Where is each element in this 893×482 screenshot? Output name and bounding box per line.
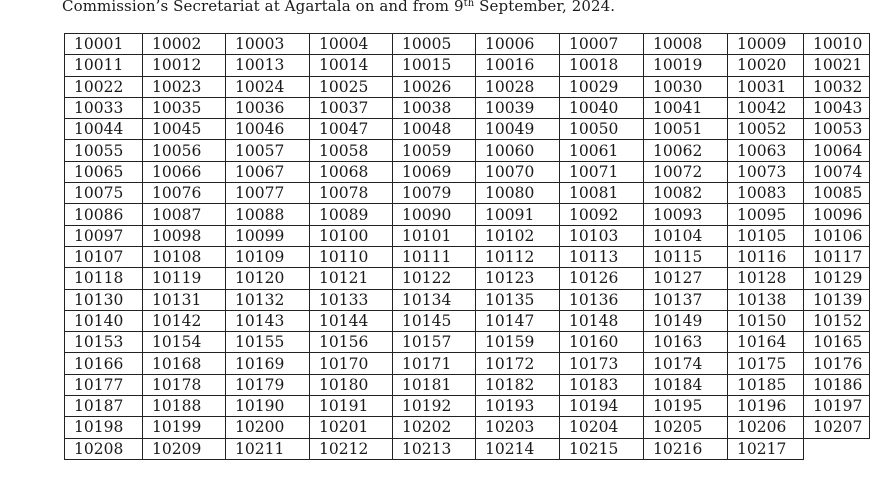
roll-number-cell: 10026 — [393, 76, 476, 97]
roll-number-cell: 10171 — [393, 353, 476, 374]
roll-number-cell: 10047 — [310, 119, 393, 140]
roll-number-cell: 10216 — [644, 438, 728, 459]
roll-number-cell: 10181 — [393, 374, 476, 395]
roll-number-cell: 10008 — [644, 34, 728, 55]
roll-number-cell: 10099 — [226, 225, 310, 246]
roll-number-cell: 10015 — [393, 55, 476, 76]
roll-number-cell: 10053 — [804, 119, 870, 140]
roll-number-cell: 10211 — [226, 438, 310, 459]
roll-number-cell: 10005 — [393, 34, 476, 55]
roll-number-cell: 10032 — [804, 76, 870, 97]
roll-number-cell: 10176 — [804, 353, 870, 374]
roll-number-cell: 10208 — [65, 438, 143, 459]
roll-number-cell: 10076 — [143, 183, 226, 204]
roll-number-cell: 10126 — [560, 268, 644, 289]
roll-number-cell: 10194 — [560, 396, 644, 417]
table-row — [65, 34, 870, 55]
table-row — [65, 246, 870, 267]
roll-number-cell: 10205 — [644, 417, 728, 438]
roll-number-cell: 10206 — [728, 417, 804, 438]
roll-number-cell: 10215 — [560, 438, 644, 459]
roll-number-cell: 10128 — [728, 268, 804, 289]
roll-number-cell: 10185 — [728, 374, 804, 395]
roll-number-cell: 10111 — [393, 246, 476, 267]
roll-number-cell: 10138 — [728, 289, 804, 310]
roll-number-cell: 10049 — [476, 119, 560, 140]
roll-number-cell: 10098 — [143, 225, 226, 246]
roll-number-cell: 10072 — [644, 161, 728, 182]
heading-text: Commission’s Secretariat at Agartala on and from 9 — [62, 0, 464, 15]
heading-text-end: September, 2024. — [474, 0, 616, 15]
roll-number-cell: 10130 — [65, 289, 143, 310]
roll-number-cell: 10113 — [560, 246, 644, 267]
roll-number-cell: 10116 — [728, 246, 804, 267]
roll-number-cell: 10051 — [644, 119, 728, 140]
table-body — [65, 34, 870, 460]
roll-number-cell: 10019 — [644, 55, 728, 76]
table-row — [65, 268, 870, 289]
table-row — [65, 161, 870, 182]
roll-number-cell: 10150 — [728, 310, 804, 331]
roll-number-cell: 10079 — [393, 183, 476, 204]
roll-number-cell: 10153 — [65, 332, 143, 353]
roll-number-cell: 10173 — [560, 353, 644, 374]
roll-number-cell: 10154 — [143, 332, 226, 353]
roll-number-cell: 10163 — [644, 332, 728, 353]
roll-number-cell: 10117 — [804, 246, 870, 267]
roll-number-cell: 10105 — [728, 225, 804, 246]
roll-number-cell: 10058 — [310, 140, 393, 161]
roll-number-cell: 10040 — [560, 97, 644, 118]
roll-number-cell: 10073 — [728, 161, 804, 182]
roll-number-cell: 10030 — [644, 76, 728, 97]
roll-number-cell: 10175 — [728, 353, 804, 374]
roll-number-cell: 10168 — [143, 353, 226, 374]
roll-number-cell: 10012 — [143, 55, 226, 76]
roll-number-cell: 10062 — [644, 140, 728, 161]
roll-number-cell: 10102 — [476, 225, 560, 246]
empty-cell — [804, 438, 870, 459]
roll-number-cell: 10180 — [310, 374, 393, 395]
roll-number-cell: 10039 — [476, 97, 560, 118]
roll-number-cell: 10029 — [560, 76, 644, 97]
roll-number-cell: 10127 — [644, 268, 728, 289]
roll-number-cell: 10202 — [393, 417, 476, 438]
roll-number-cell: 10066 — [143, 161, 226, 182]
roll-number-cell: 10021 — [804, 55, 870, 76]
roll-number-cell: 10043 — [804, 97, 870, 118]
roll-number-cell: 10081 — [560, 183, 644, 204]
roll-number-cell: 10088 — [226, 204, 310, 225]
table-row — [65, 417, 870, 438]
roll-number-cell: 10035 — [143, 97, 226, 118]
roll-number-cell: 10065 — [65, 161, 143, 182]
roll-number-cell: 10182 — [476, 374, 560, 395]
roll-number-cell: 10209 — [143, 438, 226, 459]
roll-number-cell: 10164 — [728, 332, 804, 353]
table-row — [65, 310, 870, 331]
table-row — [65, 119, 870, 140]
roll-number-cell: 10145 — [393, 310, 476, 331]
roll-number-cell: 10025 — [310, 76, 393, 97]
roll-number-cell: 10144 — [310, 310, 393, 331]
roll-number-cell: 10060 — [476, 140, 560, 161]
roll-number-cell: 10204 — [560, 417, 644, 438]
roll-number-cell: 10157 — [393, 332, 476, 353]
table-row — [65, 289, 870, 310]
roll-number-cell: 10085 — [804, 183, 870, 204]
roll-number-cell: 10095 — [728, 204, 804, 225]
roll-number-cell: 10107 — [65, 246, 143, 267]
roll-number-cell: 10024 — [226, 76, 310, 97]
roll-number-cell: 10092 — [560, 204, 644, 225]
roll-number-cell: 10178 — [143, 374, 226, 395]
roll-number-cell: 10187 — [65, 396, 143, 417]
roll-number-cell: 10009 — [728, 34, 804, 55]
roll-number-cell: 10191 — [310, 396, 393, 417]
roll-number-cell: 10136 — [560, 289, 644, 310]
roll-number-cell: 10020 — [728, 55, 804, 76]
roll-number-cell: 10007 — [560, 34, 644, 55]
roll-number-cell: 10002 — [143, 34, 226, 55]
roll-number-cell: 10192 — [393, 396, 476, 417]
roll-number-cell: 10083 — [728, 183, 804, 204]
roll-number-cell: 10011 — [65, 55, 143, 76]
roll-number-cell: 10044 — [65, 119, 143, 140]
table-row — [65, 332, 870, 353]
roll-number-cell: 10137 — [644, 289, 728, 310]
roll-number-cell: 10063 — [728, 140, 804, 161]
roll-number-cell: 10006 — [476, 34, 560, 55]
roll-number-cell: 10003 — [226, 34, 310, 55]
roll-number-cell: 10091 — [476, 204, 560, 225]
roll-number-cell: 10166 — [65, 353, 143, 374]
roll-number-cell: 10190 — [226, 396, 310, 417]
roll-number-cell: 10046 — [226, 119, 310, 140]
roll-number-cell: 10070 — [476, 161, 560, 182]
roll-number-cell: 10207 — [804, 417, 870, 438]
roll-number-cell: 10086 — [65, 204, 143, 225]
roll-number-cell: 10120 — [226, 268, 310, 289]
roll-number-cell: 10139 — [804, 289, 870, 310]
roll-number-cell: 10057 — [226, 140, 310, 161]
roll-number-cell: 10143 — [226, 310, 310, 331]
table-row — [65, 140, 870, 161]
roll-number-cell: 10135 — [476, 289, 560, 310]
roll-number-cell: 10156 — [310, 332, 393, 353]
roll-number-cell: 10217 — [728, 438, 804, 459]
roll-number-cell: 10119 — [143, 268, 226, 289]
roll-number-cell: 10068 — [310, 161, 393, 182]
roll-number-cell: 10197 — [804, 396, 870, 417]
roll-number-cell: 10041 — [644, 97, 728, 118]
roll-number-cell: 10056 — [143, 140, 226, 161]
roll-number-cell: 10037 — [310, 97, 393, 118]
roll-number-cell: 10050 — [560, 119, 644, 140]
roll-number-cell: 10028 — [476, 76, 560, 97]
roll-number-cell: 10133 — [310, 289, 393, 310]
roll-number-cell: 10132 — [226, 289, 310, 310]
roll-number-cell: 10152 — [804, 310, 870, 331]
roll-number-cell: 10129 — [804, 268, 870, 289]
roll-number-cell: 10064 — [804, 140, 870, 161]
roll-number-cell: 10118 — [65, 268, 143, 289]
table-row — [65, 97, 870, 118]
roll-number-cell: 10170 — [310, 353, 393, 374]
roll-number-cell: 10074 — [804, 161, 870, 182]
table-row — [65, 438, 870, 459]
roll-number-cell: 10010 — [804, 34, 870, 55]
roll-number-cell: 10090 — [393, 204, 476, 225]
roll-number-cell: 10121 — [310, 268, 393, 289]
roll-number-cell: 10045 — [143, 119, 226, 140]
roll-number-cell: 10103 — [560, 225, 644, 246]
roll-number-cell: 10089 — [310, 204, 393, 225]
roll-number-cell: 10013 — [226, 55, 310, 76]
roll-number-cell: 10101 — [393, 225, 476, 246]
roll-number-cell: 10177 — [65, 374, 143, 395]
roll-number-cell: 10165 — [804, 332, 870, 353]
roll-number-cell: 10201 — [310, 417, 393, 438]
roll-number-cell: 10188 — [143, 396, 226, 417]
table-row — [65, 396, 870, 417]
roll-number-cell: 10016 — [476, 55, 560, 76]
roll-number-cell: 10104 — [644, 225, 728, 246]
roll-number-cell: 10036 — [226, 97, 310, 118]
roll-number-cell: 10200 — [226, 417, 310, 438]
table-row — [65, 225, 870, 246]
roll-number-cell: 10193 — [476, 396, 560, 417]
table-row — [65, 183, 870, 204]
roll-number-cell: 10110 — [310, 246, 393, 267]
roll-number-cell: 10018 — [560, 55, 644, 76]
roll-number-cell: 10198 — [65, 417, 143, 438]
document-heading-line — [62, 0, 615, 15]
roll-number-cell: 10078 — [310, 183, 393, 204]
roll-number-cell: 10131 — [143, 289, 226, 310]
roll-number-cell: 10052 — [728, 119, 804, 140]
roll-number-cell: 10148 — [560, 310, 644, 331]
roll-number-cell: 10179 — [226, 374, 310, 395]
roll-number-cell: 10023 — [143, 76, 226, 97]
roll-number-cell: 10159 — [476, 332, 560, 353]
roll-number-cell: 10203 — [476, 417, 560, 438]
roll-number-cell: 10115 — [644, 246, 728, 267]
roll-number-cell: 10100 — [310, 225, 393, 246]
roll-number-cell: 10069 — [393, 161, 476, 182]
roll-number-cell: 10122 — [393, 268, 476, 289]
roll-number-cell: 10184 — [644, 374, 728, 395]
roll-number-cell: 10155 — [226, 332, 310, 353]
roll-number-cell: 10067 — [226, 161, 310, 182]
roll-number-cell: 10014 — [310, 55, 393, 76]
roll-number-cell: 10186 — [804, 374, 870, 395]
roll-number-cell: 10213 — [393, 438, 476, 459]
roll-number-cell: 10082 — [644, 183, 728, 204]
table-row — [65, 204, 870, 225]
roll-number-cell: 10096 — [804, 204, 870, 225]
roll-number-cell: 10097 — [65, 225, 143, 246]
roll-number-cell: 10134 — [393, 289, 476, 310]
roll-number-cell: 10077 — [226, 183, 310, 204]
roll-number-cell: 10160 — [560, 332, 644, 353]
roll-number-cell: 10199 — [143, 417, 226, 438]
roll-number-cell: 10172 — [476, 353, 560, 374]
roll-number-cell: 10123 — [476, 268, 560, 289]
roll-number-cell: 10196 — [728, 396, 804, 417]
roll-number-cell: 10042 — [728, 97, 804, 118]
roll-number-cell: 10080 — [476, 183, 560, 204]
roll-number-cell: 10169 — [226, 353, 310, 374]
table-row — [65, 353, 870, 374]
roll-number-cell: 10004 — [310, 34, 393, 55]
roll-number-cell: 10055 — [65, 140, 143, 161]
roll-number-cell: 10071 — [560, 161, 644, 182]
roll-number-cell: 10075 — [65, 183, 143, 204]
roll-number-cell: 10108 — [143, 246, 226, 267]
roll-number-cell: 10022 — [65, 76, 143, 97]
roll-number-table — [64, 33, 870, 460]
roll-number-cell: 10140 — [65, 310, 143, 331]
roll-number-cell: 10048 — [393, 119, 476, 140]
roll-number-cell: 10001 — [65, 34, 143, 55]
roll-number-cell: 10214 — [476, 438, 560, 459]
roll-number-cell: 10038 — [393, 97, 476, 118]
roll-number-cell: 10147 — [476, 310, 560, 331]
table-row — [65, 374, 870, 395]
roll-number-cell: 10059 — [393, 140, 476, 161]
roll-number-cell: 10031 — [728, 76, 804, 97]
roll-number-cell: 10142 — [143, 310, 226, 331]
roll-number-cell: 10087 — [143, 204, 226, 225]
roll-number-cell: 10183 — [560, 374, 644, 395]
roll-number-cell: 10149 — [644, 310, 728, 331]
ordinal-suffix: th — [463, 0, 475, 9]
roll-number-cell: 10174 — [644, 353, 728, 374]
roll-number-cell: 10093 — [644, 204, 728, 225]
roll-number-cell: 10033 — [65, 97, 143, 118]
roll-number-cell: 10109 — [226, 246, 310, 267]
roll-number-cell: 10212 — [310, 438, 393, 459]
roll-number-cell: 10061 — [560, 140, 644, 161]
roll-number-cell: 10195 — [644, 396, 728, 417]
roll-number-cell: 10106 — [804, 225, 870, 246]
table-row — [65, 55, 870, 76]
table-row — [65, 76, 870, 97]
roll-number-cell: 10112 — [476, 246, 560, 267]
